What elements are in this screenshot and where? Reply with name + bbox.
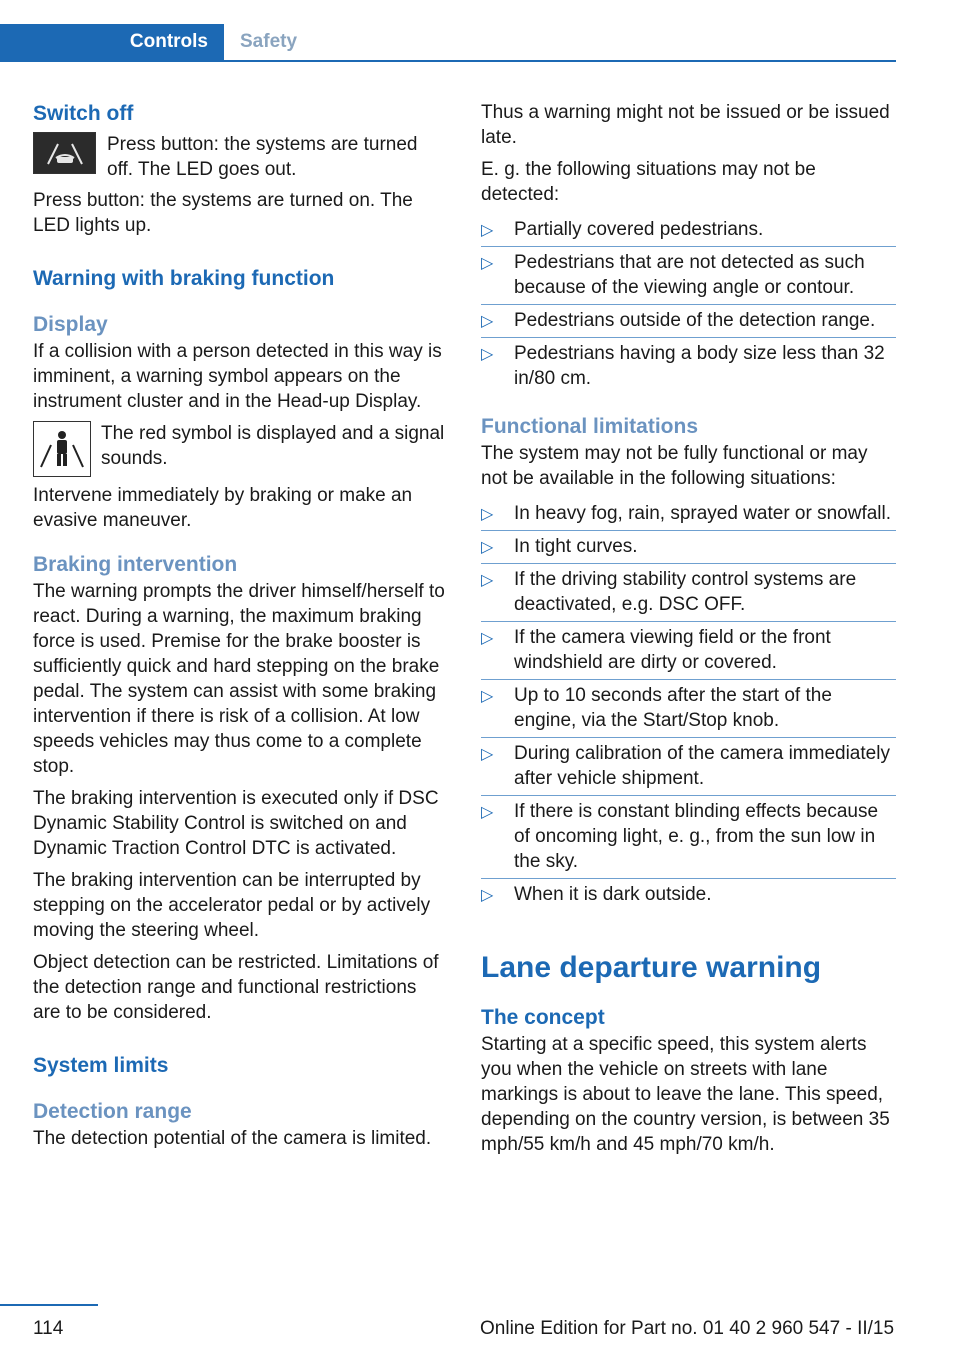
red-symbol-row [33,421,447,477]
detection-range-heading: Detection range [33,1100,192,1123]
switch-off-row [33,132,447,182]
undetected-list [481,214,896,395]
intervene-text: Intervene immediately by braking or make an evasive maneuver. [33,485,413,531]
list-item: ▷ When it is dark outside. [481,879,896,911]
list-item: ▷ During calibration of the camera immediately after vehicle shipment. [481,738,896,796]
list-item: ▷ Pedestrians that are not detected as such because of the viewing angle or contour. [481,247,896,305]
triangle-bullet-icon: ▷ [481,255,494,272]
display-text: If a collision with a person detected in this way is imminent, a warning symbol appears on the instrument cluster and in the Head-up Display. [33,341,442,412]
limitations-list [481,498,896,911]
braking-heading: Braking intervention [33,553,238,576]
braking-p1: The warning prompts the driver himself/herself to react. During a warning, the maximum braking force is used. Premise for the brake booster is sufficiently quick and hard stepping on the brake pedal. The system can assist with some braking intervention if there is risk of a collision. At low speeds vehicles may thus come to a complete stop. [33,581,445,777]
header-rule [0,60,896,62]
red-symbol-text: The red symbol is displayed and a signal sounds. [101,423,445,469]
footer-rule [0,1304,98,1306]
person-warning-button-icon [33,132,96,174]
braking-p4: Object detection can be restricted. Limitations of the detection range and functional restrictions are to be considered. [33,952,439,1023]
pedestrian-warning-icon [33,421,91,477]
braking-p3: The braking intervention can be interrupted by stepping on the accelerator pedal or by actively moving the steering wheel. [33,870,431,941]
functional-limitations-heading: Functional limitations [481,415,699,438]
list-item: ▷ In heavy fog, rain, sprayed water or snowfall. [481,498,896,531]
triangle-bullet-icon: ▷ [481,506,494,523]
system-limits-heading: System limits [33,1054,169,1077]
triangle-bullet-icon: ▷ [481,688,494,705]
edition-text: Online Edition for Part no. 01 40 2 960 547 - II/15 [480,1318,895,1339]
triangle-bullet-icon: ▷ [481,313,494,330]
triangle-bullet-icon: ▷ [481,630,494,647]
right-column [481,100,896,1164]
switch-off-heading: Switch off [33,102,134,125]
warning-braking-heading: Warning with braking function [33,267,335,290]
braking-p2: The braking intervention is executed only if DSC Dynamic Stability Control is switched on and Dynamic Traction Control DTC is activated. [33,788,439,859]
page-number: 114 [33,1318,64,1339]
right-p2: E. g. the following situations may not be detected: [481,159,816,205]
triangle-bullet-icon: ▷ [481,539,494,556]
triangle-bullet-icon: ▷ [481,746,494,763]
list-item: ▷ Pedestrians having a body size less than 32 in/80 cm. [481,343,885,389]
display-heading: Display [33,313,108,336]
triangle-bullet-icon: ▷ [481,804,494,821]
switch-on-text: Press button: the systems are turned on. The LED lights up. [33,190,413,236]
triangle-bullet-icon: ▷ [481,222,494,239]
triangle-bullet-icon: ▷ [481,346,494,363]
header-tabs [0,0,896,62]
concept-heading: The concept [481,1006,605,1029]
list-item: ▷ Up to 10 seconds after the start of the engine, via the Start/Stop knob. [481,680,896,738]
detection-range-text: The detection potential of the camera is limited. [33,1128,432,1149]
list-item: ▷ In tight curves. [481,531,896,564]
concept-text: Starting at a specific speed, this system alerts you when the vehicle on streets with lane markings is about to leave the lane. This speed, depending on the country version, is between 35 mph/55 km/h and 45 mph/70 km/h. [481,1034,890,1155]
functional-text: The system may not be fully functional or may not be available in the following situations: [481,443,868,489]
triangle-bullet-icon: ▷ [481,572,494,589]
lane-departure-heading: Lane departure warning [481,951,822,984]
right-p1: Thus a warning might not be issued or be issued late. [481,102,890,148]
list-item: ▷ If the driving stability control systems are deactivated, e.g. DSC OFF. [481,564,896,622]
list-item: ▷ Partially covered pedestrians. [481,214,896,247]
left-column [33,100,447,1158]
list-item: ▷ Pedestrians outside of the detection range. [481,305,896,338]
tab-controls[interactable]: Controls [0,24,224,60]
tab-safety[interactable]: Safety [240,31,298,52]
list-item: ▷ If the camera viewing field or the front windshield are dirty or covered. [481,622,896,680]
list-item: ▷ If there is constant blinding effects because of oncoming light, e. g., from the sun low in the sky. [481,796,896,879]
triangle-bullet-icon: ▷ [481,887,494,904]
switch-off-text: Press button: the systems are turned off. The LED goes out. [107,134,418,180]
